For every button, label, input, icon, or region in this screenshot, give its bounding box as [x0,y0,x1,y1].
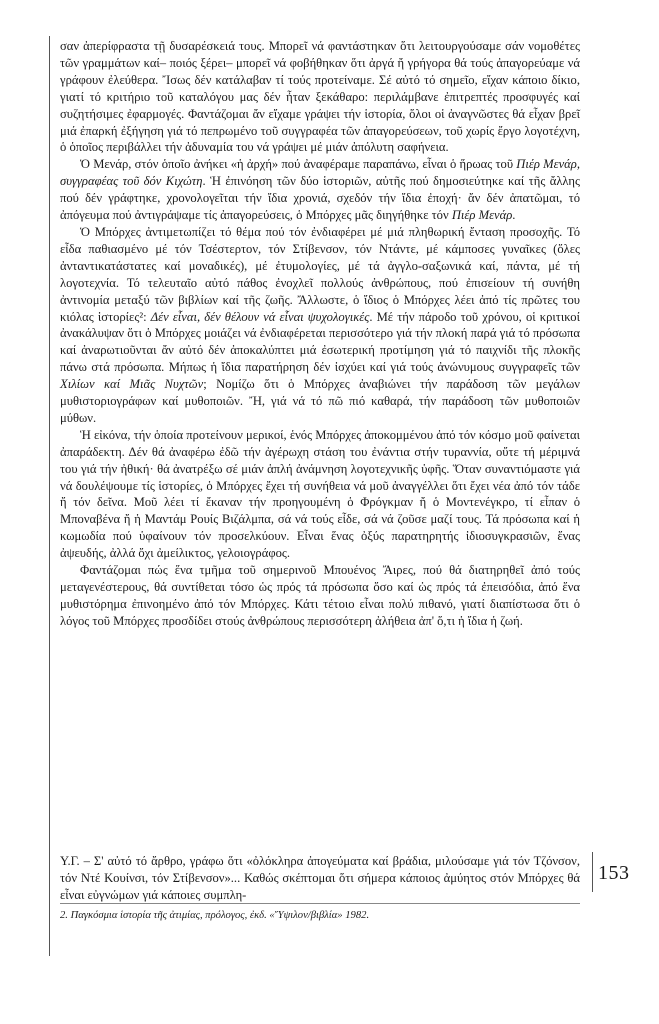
paragraph-4: Ἡ εἰκόνα, τήν ὁποία προτείνουν μερικοί, ἑνός Μπόρχες ἀποκομμένου ἀπό τόν κόσμο μοῦ φαίνεται ἀπαράδεκτη. Δέν θά ἀναφέρω ἐδῶ τήν ἀγέρωχη στάση του ἐνάντια στήν τυραννία, οὔτε τή μέριμνά του γιά τήν ἠθική· θά ἀνατρέξω σέ μιάν ἁπλή ἀνάμνηση λογοτεχνικῆς ὑφῆς. Ὅταν συναντιόμαστε γιά νά δουλέψουμε τίς ἱστορίες, ὁ Μπόρχες ἔχει τή συνήθεια νά μοῦ ἀναγγέλλει ὅτι ἔχει νέα ἀπό τόν τάδε ἤ τόν δεῖνα. Μοῦ λέει τί ἔκαναν τήν προηγουμένη ὁ Φρόγκμαν ἤ ὁ Μοντενέγκρο, τί εἶπαν ὁ Μποναβένα ἤ ἡ Μαντάμ Ρουίς Βιζάλμπα, σά νά τούς εἶδε, σά νά ζοῦσε μαζί τους. Τά πρόσωπα καί ἡ κωμωδία πού ὑφαίνουν τόν προσελκύουν. Εἶναι ἕνας ὀξύς παρατηρητής ἰδιοσυγκρασιῶν, ἕνας ἀψευδής, ἀλλά ὄχι ἀμείλικτος, γελοιογράφος. [60,427,580,561]
paragraph-2-period: . [512,208,516,223]
paragraph-3-text-a: Ὁ Μπόρχες ἀντιμετωπίζει τό θέμα πού τόν ἐνδιαφέρει μέ μιά πληθωρική ἔνταση προσοχῆς. Τό εἶδα παθιασμένο μέ τόν Τσέστερτον, τόν Στίβενσον, τόν Ντάντε, μέ κάμποσες γυναῖκες (ὅλες ἀνταντικατάστατες καί μοναδικές), μέ ἐτυμολογίες, μέ τά ἀγγλο-σαξωνικά καί, πάντα, μέ τή λογοτεχνία. Τό τελευταῖο αὐτό πάθος ἐνοχλεῖ πολλούς ἀνθρώπους, πού ἐπισείουν τή συνήθη ἀντινομία μεταξύ τῶν βιβλίων καί τῆς ζωῆς. Ἄλλωστε, ὁ ἴδιος ὁ Μπόρχες λέει ἀπό τίς πρῶτες του κιόλας ἱστορίες²: [60,224,580,324]
paragraph-3-text-b: . Μέ τήν πάροδο τοῦ χρόνου, οἱ κριτικοί ἀνακάλυψαν ὅτι ὁ Μπόρχες μοιάζει νά ἐνδιαφέρεται περισσότερο γιά τήν πλοκή παρά γιά τό πρόσωπα καί ἀναρωτιοῦνται ἄν αὐτό δέν ἀποκαλύπτει μιά ἐσωτερική προτίμηση γιά τό παιχνίδι τῆς πλοκῆς πάνω στά πρόσωπα. Μήπως ἡ ἴδια παρατήρηση δέν ἰσχύει καί γιά τούς ἀνώνυμους συγγραφεῖς τῶν [60,309,580,375]
paragraph-3-quote: Δέν εἶναι, δέν θέλουν νά εἶναι ψυχολογικές [150,309,370,324]
page-number-rule [592,852,593,892]
paragraph-3-text-c: ; Νομίζω ὅτι ὁ Μπόρχες ἀναβιώνει τήν παράδοση τῶν μεγάλων μυθιστοριογράφων καί μυθοποιῶν. Ἤ, γιά νά τό πῶ πιό καθαρά, τήν παράδοση τῶν μυθοποιῶν μύθων. [60,377,580,425]
paragraph-1: σαν ἀπερίφραστα τῇ δυσαρέσκειά τους. Μπορεῖ νά φαντάστηκαν ὅτι λειτουργούσαμε σάν νομοθέτες τῶν γραμμάτων καί– ποιός ξέρει– μπορεῖ νά φοβήθηκαν ὅτι ἀργά ἤ γρήγορα θά τούς ἀπαγορεύαμε νά γράφουν ἐλεύθερα. Ἴσως δέν κατάλαβαν τί τούς προτείναμε. Σέ αὐτό τό σημεῖο, εἴχαν κάποιο δίκιο, γιατί τό κριτήριο τοῦ καταλόγου μας δέν ἦταν ξεκάθαρο: περιλάμβανε ἐπιτρεπτές προσφυγές καί συζητήσιμες ἐφαρμογές. Φαντάζομαι ἄν εἴχαμε γράψει τήν ἱστορία, ὅλοι οἱ ἀναγνῶστες θά εἶχαν βρεῖ μιά ἐπαρκή ἐξήγηση γιά τό πεπρωμένο τοῦ συγγραφέα τῶν ἀπαγορεύσεων, τοῦ χωρίς ἔργο λογοτέχνη, ὁ ὁποῖος περιβάλλει τήν ἀδυναμία του νά γράψει μέ μιάν ἀπόλυτη σαφήνεια. [60,39,580,155]
margin-rule [49,36,50,956]
paragraph-2-title: Πιέρ Μενάρ, συγγραφέας τοῦ δόν Κιχώτη [60,157,580,189]
paragraph-2-text-a: Ὁ Μενάρ, στόν ὁποῖο ἀνήκει «ἡ ἀρχή» πού ἀναφέραμε παραπάνω, εἶναι ὁ ἥρωας τοῦ [80,157,517,172]
paragraph-5: Φαντάζομαι πώς ἕνα τμῆμα τοῦ σημερινοῦ Μπουένος Ἄιρες, πού θά διατηρηθεῖ ἀπό τούς μεταγενέστερους, θά συντίθεται τόσο ὡς πρός τά πρόσωπα ὅσο καί ὡς πρός τά ἐπεισόδια, ἀπό ἕνα μυθιστόρημα ἐπινοημένο ἀπό τόν Μπόρχες. Κάτι τέτοιο εἶναι πολύ πιθανό, γιατί διαπίστωσα ὅτι ὁ λόγος τοῦ Μπόρχες προσδίδει στούς ἀνθρώπους περισσότερη ἀλήθεια ἀπ' ὅ,τι ἡ ἴδια ἡ ζωή. [60,563,580,628]
paragraph-2 [60,156,580,224]
page-number: 153 [598,862,630,884]
postscript: Υ.Γ. – Σ' αὐτό τό ἄρθρο, γράφω ὅτι «ὀλόκληρα ἀπογεύματα καί βράδια, μιλούσαμε γιά τόν Τζόνσον, τόν Ντέ Κουίνσι, τόν Στίβενσον»... Καθώς σκέπτομαι ὅτι σήμερα κάποιος ἀμύητος στόν Μπόρχες θά εἶναι εὐγνώμων γιά κάποιες συμπλη- [60,854,580,902]
paragraph-2-text-b: . Ἡ ἐπινόηση τῶν δύο ἱστοριῶν, αὐτῆς πού δημοσιεύτηκε καί τῆς ἄλλης πού δέν γράφτηκε, χρονολογεῖται τήν ἴδια χρονιά, σχεδόν τήν ἴδια ἐποχή· ἄν δέν ἀπατῶμαι, τό ἀπόγευμα πού ἀντιγράψαμε τίς ἀπαγορεύσεις, ὁ Μπόρχες μᾶς διηγήθηκε τόν [60,174,580,223]
paragraph-3-nights: Χιλίων καί Μιᾶς Νυχτῶν [60,377,204,392]
footnote: 2. Παγκόσμια ἱστορία τῆς ἀτιμίας, πρόλογος, ἐκδ. «Ὕψιλον/βιβλία» 1982. [60,910,370,921]
paragraph-2-title-end: Πιέρ Μενάρ [451,208,513,223]
main-text [60,38,580,630]
footnote-rule [60,903,580,904]
paragraph-3 [60,224,580,427]
